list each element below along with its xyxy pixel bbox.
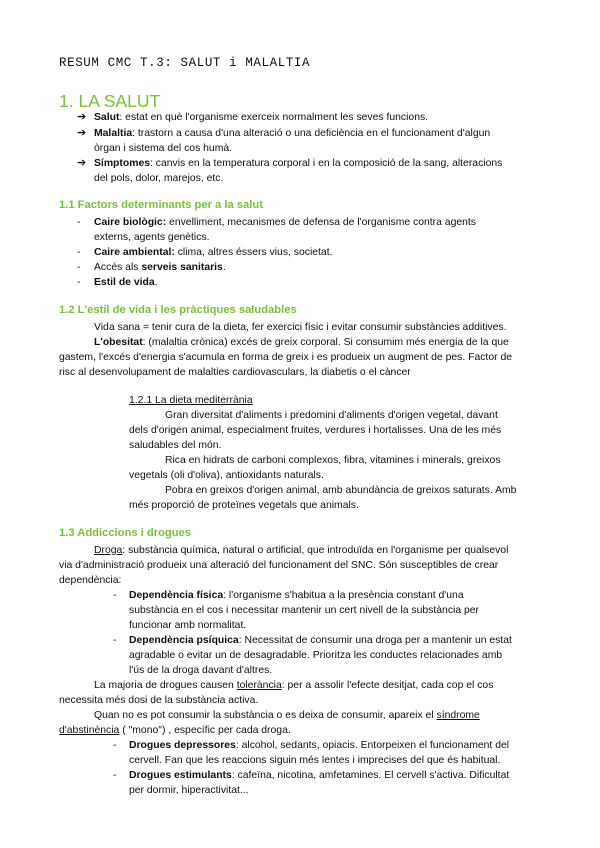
dash-bullet: -	[77, 217, 81, 228]
obesitat-cont-1: gastem, l'excés d'energia s'acumula en forma de greix i es produeix un augment de pes. Factor de	[59, 352, 512, 363]
droga-cont-2: dependència:	[59, 575, 122, 586]
dash-bullet: -	[77, 277, 81, 288]
drogues-estimulants-cont: per dormir, hiperactivitat...	[129, 785, 249, 796]
heading-1-2: 1.2 L'estil de vida i les pràctiques saludables	[59, 304, 297, 316]
dash-bullet: -	[77, 247, 81, 258]
dependencia-psiquica-cont-2: l'ús de la droga davant d'altres.	[129, 665, 273, 676]
simptomes-definition-cont: del pols, dolor, marejos, etc.	[94, 173, 224, 184]
obesitat-definition: L'obesitat: (malaltia crònica) excés de greix corporal. Si consumim més energia de la que	[94, 337, 509, 348]
dash-bullet: -	[113, 740, 117, 751]
dieta-p1-cont-1: dels d'origen animal, especialment fruites, verdures i hortalisses. Una de les més	[129, 425, 502, 436]
drogues-depressores-cont: cervell. Fan que les reaccions siguin més lentes i imprecises del que és habitual.	[129, 755, 501, 766]
malaltia-definition: Malaltia: trastorn a causa d'una alteració o una deficiència en el funcionament d'algun	[94, 128, 491, 139]
dieta-p3: Pobra en greixos d'origen animal, amb abundància de greixos saturats. Amb	[165, 485, 517, 496]
dependencia-psiquica: Dependència psíquica: Necessitat de consumir una droga per a mantenir un estat	[129, 635, 512, 646]
arrow-bullet: ➔	[77, 157, 87, 169]
dependencia-fisica-cont-1: substància en el cos i necessitar mantenir un cert nivell de la substància per	[129, 605, 480, 616]
tolerancia-cont: necessita més dosi de la substància activa.	[59, 695, 259, 706]
estil-de-vida: Estil de vida.	[94, 277, 158, 288]
dash-bullet: -	[77, 262, 81, 273]
arrow-bullet: ➔	[77, 127, 87, 139]
heading-1-3: 1.3 Addiccions i drogues	[59, 527, 191, 539]
document-title: RESUM CMC T.3: SALUT i MALALTIA	[59, 56, 311, 70]
vida-sana: Vida sana = tenir cura de la dieta, fer exercici físic i evitar consumir substàncies additives.	[94, 322, 507, 333]
serveis-sanitaris: Accés als serveis sanitaris.	[94, 262, 226, 273]
dieta-p3-cont: més proporció de proteïnes vegetals que animals.	[129, 500, 359, 511]
simptomes-definition: Símptomes: canvis en la temperatura corporal i en la composició de la sang, alteracions	[94, 158, 503, 169]
arrow-bullet: ➔	[77, 111, 87, 123]
droga-cont-1: via d'administració produeix una alteració del funcionament del SNC. Són susceptibles de crear	[59, 560, 499, 571]
salut-definition: Salut: estat en què l'organisme exerceix normalment les seves funcions.	[94, 112, 429, 123]
tolerancia: La majoria de drogues causen tolerància: per a assolir l'efecte desitjat, cada cop el cos	[94, 680, 494, 691]
dash-bullet: -	[113, 635, 117, 646]
dieta-p2-cont: vegetals (oli d'oliva), antioxidants naturals.	[129, 470, 324, 481]
drogues-depressores: Drogues depressores: alcohol, sedants, opiacis. Entorpeixen el funcionament del	[129, 740, 510, 751]
dependencia-fisica-cont-2: funcionar amb normalitat.	[129, 620, 247, 631]
dash-bullet: -	[113, 590, 117, 601]
dieta-p1: Gran diversitat d'aliments i predomini d'aliments d'origen vegetal, davant	[165, 410, 498, 421]
malaltia-definition-cont: òrgan i sistema del cos humà.	[94, 143, 233, 154]
heading-1-1: 1.1 Factors determinants per a la salut	[59, 199, 263, 211]
dash-bullet: -	[113, 770, 117, 781]
abstinencia: Quan no es pot consumir la substància o es deixa de consumir, apareix el síndrome	[94, 710, 480, 721]
caire-biologic-cont: externs, agents genètics.	[94, 232, 210, 243]
dieta-p2: Rica en hidrats de carboni complexos, fibra, vitamines i minerals, greixos	[165, 455, 501, 466]
droga-definition: Droga: substància química, natural o artificial, que introduïda en l'organisme per qualsevol	[94, 545, 509, 556]
heading-la-salut: 1. LA SALUT	[59, 91, 161, 111]
dependencia-psiquica-cont-1: agradable o evitar un de desagradable. Prioritza les conductes relacionades amb	[129, 650, 503, 661]
dieta-p1-cont-2: saludables del món.	[129, 440, 222, 451]
heading-1-2-1: 1.2.1 La dieta mediterrània	[129, 395, 253, 406]
drogues-estimulants: Drogues estimulants: cafeïna, nicotina, amfetamines. El cervell s'activa. Dificultat	[129, 770, 510, 781]
abstinencia-cont: d'abstinència ( "mono") , específic per cada droga.	[59, 725, 291, 736]
obesitat-cont-2: risc al desenvolupament de malalties cardiovasculars, la diabetis o el càncer	[59, 367, 411, 378]
caire-biologic: Caire biològic: envelliment, mecanismes de defensa de l'organisme contra agents	[94, 217, 477, 228]
dependencia-fisica: Dependència física: l'organisme s'habitua a la presència constant d'una	[129, 590, 464, 601]
caire-ambiental: Caire ambiental: clima, altres éssers vius, societat.	[94, 247, 333, 258]
